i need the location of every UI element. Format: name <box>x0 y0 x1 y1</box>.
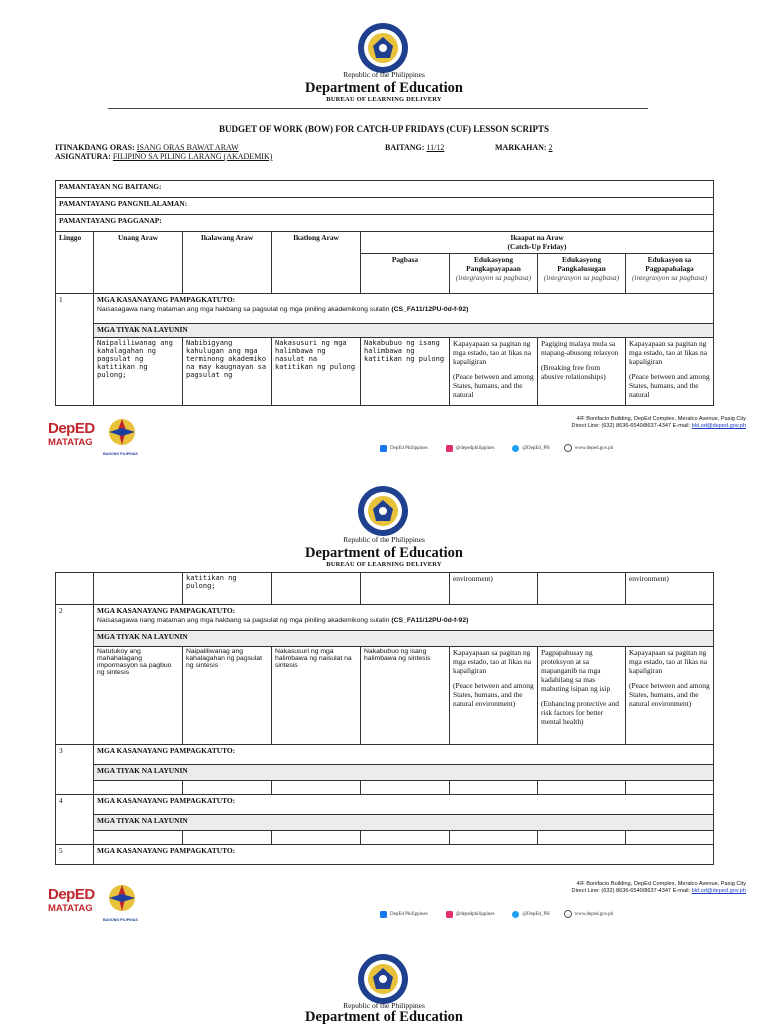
twitter-link[interactable]: @DepEd_PH <box>522 911 550 917</box>
pagpapahalaga-cell: Kapayapaan sa pagitan ng mga estado, tao at likas na kapaligiran (Peace between and among States, humans, and the natural <box>626 338 714 406</box>
tiyak-layunin-row-week1: MGA TIYAK NA LAYUNIN <box>94 324 714 338</box>
oras-value: ISANG ORAS BAWAT ARAW <box>136 143 239 152</box>
bureau-title: BUREAU OF LEARNING DELIVERY <box>326 96 442 103</box>
header-ikalawang-araw: Ikalawang Araw <box>183 232 272 294</box>
asignatura-label: ASIGNATURA: <box>55 152 111 161</box>
kasanayan-row-week2: MGA KASANAYANG PAMPAGKATUTO: Naisasagawa nang mataman ang mga hakbang sa pagsulat ng mga piniling akademikong sulatin (CS_FA11/12PU-0d-f-92) <box>94 605 714 631</box>
website-link[interactable]: www.deped.gov.ph <box>574 445 614 451</box>
header-edukasyong-pangkapayapaan: Edukasyong Pangkapayapaan (integrasyon sa pagbasa) <box>450 254 538 294</box>
header-linggo: Linggo <box>56 232 94 294</box>
day2-cell-continued: katitikan ng pulong; <box>183 573 272 605</box>
markahan-line <box>495 143 553 152</box>
department-title: Department of Education <box>305 545 463 561</box>
footer-address: 4/F Bonifacio Building, DepEd Complex, Meralco Avenue, Pasig City Direct Line: (632) 8636-6540/8637-4347 E-mail: bld.od@deped.gov.ph <box>571 416 746 429</box>
bow-table-page1 <box>55 180 714 406</box>
day3-cell: Nakasusuri ng mga halimbawa ng nasulat na katitikan ng pulong <box>272 338 361 406</box>
bagong-pilipinas-logo-icon <box>100 416 144 452</box>
week-number: 4 <box>56 795 94 815</box>
globe-icon <box>564 444 572 452</box>
bow-table-page2 <box>55 572 714 865</box>
instagram-link[interactable]: @depedphilippines <box>455 445 495 451</box>
tiyak-layunin-row-week3: MGA TIYAK NA LAYUNIN <box>94 765 714 781</box>
globe-icon <box>564 910 572 918</box>
kasanayan-row-week3: MGA KASANAYANG PAMPAGKATUTO: <box>94 745 714 765</box>
social-links <box>380 910 613 918</box>
pagpapahalaga-cell: Kapayapaan sa pagitan ng mga estado, tao at likas na kapaligiran (Peace between and among States, humans, and the natural environment) <box>626 647 714 745</box>
header-ikatlong-araw: Ikatlong Araw <box>272 232 361 294</box>
week-number: 1 <box>56 294 94 324</box>
header-edukasyong-pangkalusugan: Edukasyong Pangkalusugan (integrasyon sa pagbasa) <box>538 254 626 294</box>
facebook-icon <box>380 445 387 452</box>
deped-matatag-logo: DepED MATATAG <box>48 886 95 914</box>
pamantayang-pagganap-row: PAMANTAYANG PAGGANAP: <box>56 215 714 232</box>
kasanayan-row-week1: MGA KASANAYANG PAMPAGKATUTO: Naisasagawa nang mataman ang mga hakbang sa pagsulat ng mga piniling akademikong sulatin (CS_FA11/12PU-0d-f-92) <box>94 294 714 324</box>
kasanayan-row-week5: MGA KASANAYANG PAMPAGKATUTO: <box>94 845 714 865</box>
facebook-link[interactable]: DepEd Philippines <box>390 911 428 917</box>
social-links <box>380 444 613 452</box>
instagram-link[interactable]: @depedphilippines <box>455 911 495 917</box>
day2-cell: Nabibigyang kahulugan ang mga terminong akademiko na may kaugnayan sa pagsulat ng <box>183 338 272 406</box>
tiyak-layunin-row-week2: MGA TIYAK NA LAYUNIN <box>94 631 714 647</box>
week-number: 2 <box>56 605 94 631</box>
department-title: Department of Education <box>305 1009 463 1025</box>
bureau-title: BUREAU OF LEARNING DELIVERY <box>326 561 442 568</box>
twitter-link[interactable]: @DepEd_PH <box>522 445 550 451</box>
footer-address: 4/F Bonifacio Building, DepEd Complex, Meralco Avenue, Pasig City Direct Line: (632) 8636-6540/8637-4347 E-mail: bld.od@deped.gov.ph <box>571 881 746 894</box>
pamantayan-pangnilalaman-row: PAMANTAYANG PANGNILALAMAN: <box>56 198 714 215</box>
baitang-value: 11/12 <box>426 143 445 152</box>
kalusugan-cell: Pagiging malaya mula sa mapang-abusong relasyon (Breaking free from abusive relationships) <box>538 338 626 406</box>
kapayapaan-cell-continued: environment) <box>450 573 538 605</box>
instagram-icon <box>446 445 453 452</box>
day2-cell: Naipaliliwanag ang kahalagahan ng pagsulat ng sintesis <box>183 647 272 745</box>
pagpapahalaga-cell-continued: environment) <box>626 573 714 605</box>
bagong-pilipinas-logo-icon <box>100 882 144 918</box>
header-unang-araw: Unang Araw <box>94 232 183 294</box>
oras-label: ITINAKDANG ORAS: <box>55 143 135 152</box>
day3-cell: Nakasusuri ng mga halimbawa ng naisulat na sintesis <box>272 647 361 745</box>
twitter-icon <box>512 445 519 452</box>
tiyak-layunin-row-week4: MGA TIYAK NA LAYUNIN <box>94 815 714 831</box>
twitter-icon <box>512 911 519 918</box>
kasanayan-row-week4: MGA KASANAYANG PAMPAGKATUTO: <box>94 795 714 815</box>
deped-matatag-logo: DepED MATATAG <box>48 420 95 448</box>
republic-text: Republic of the Philippines <box>343 535 425 544</box>
email-link[interactable]: bld.od@deped.gov.ph <box>691 888 746 894</box>
pamantayan-baitang-row: PAMANTAYAN NG BAITANG: <box>56 181 714 198</box>
kapayapaan-cell: Kapayapaan sa pagitan ng mga estado, tao at likas na kapaligiran (Peace between and among States, humans, and the natural environment) <box>450 647 538 745</box>
instagram-icon <box>446 911 453 918</box>
day4-cell: Nakabubuo ng isang halimbawa ng sintesis <box>361 647 450 745</box>
document-title: BUDGET OF WORK (BOW) FOR CATCH-UP FRIDAYS (CUF) LESSON SCRIPTS <box>218 124 550 134</box>
header-rule <box>108 108 648 109</box>
email-link[interactable]: bld.od@deped.gov.ph <box>691 423 746 429</box>
kalusugan-cell: Pagpapahusay ng proteksyon at sa mapanganib na mga kadahilang sa mas mabuting isipan ng isip (Enhancing protective and risk factors for better mental health) <box>538 647 626 745</box>
header-edukasyon-sa-pagpapahalaga: Edukasyon sa Pagpapahalaga (integrasyon sa pagbasa) <box>626 254 714 294</box>
header-ikaapat-araw: Ikaapat na Araw (Catch-Up Friday) <box>361 232 714 254</box>
week-number: 5 <box>56 845 94 865</box>
baitang-line <box>385 143 444 152</box>
markahan-value: 2 <box>548 143 553 152</box>
asignatura-line <box>55 152 272 161</box>
kapayapaan-cell: Kapayapaan sa pagitan ng mga estado, tao at likas na kapaligiran (Peace between and among States, humans, and the natural <box>450 338 538 406</box>
week-number: 3 <box>56 745 94 765</box>
republic-text: Republic of the Philippines <box>343 70 425 79</box>
deped-seal-icon <box>357 22 409 74</box>
department-title: Department of Education <box>305 80 463 96</box>
oras-line <box>55 143 239 152</box>
markahan-label: MARKAHAN: <box>495 143 547 152</box>
asignatura-value: FILIPINO SA PILING LARANG (AKADEMIK) <box>112 152 273 161</box>
day1-cell: Natutukoy ang mahahalagang impormasyon sa pagbuo ng sintesis <box>94 647 183 745</box>
header-pagbasa: Pagbasa <box>361 254 450 294</box>
deped-seal-icon <box>357 953 409 1005</box>
day1-cell: Naipaliliwanag ang kahalagahan ng pagsulat ng katitikan ng pulong; <box>94 338 183 406</box>
facebook-link[interactable]: DepEd Philippines <box>390 445 428 451</box>
facebook-icon <box>380 911 387 918</box>
republic-text: Republic of the Philippines <box>343 1001 425 1010</box>
baitang-label: BAITANG: <box>385 143 425 152</box>
website-link[interactable]: www.deped.gov.ph <box>574 911 614 917</box>
day4-cell: Nakabubuo ng isang halimbawa ng katitikan ng pulong <box>361 338 450 406</box>
deped-seal-icon <box>357 485 409 537</box>
